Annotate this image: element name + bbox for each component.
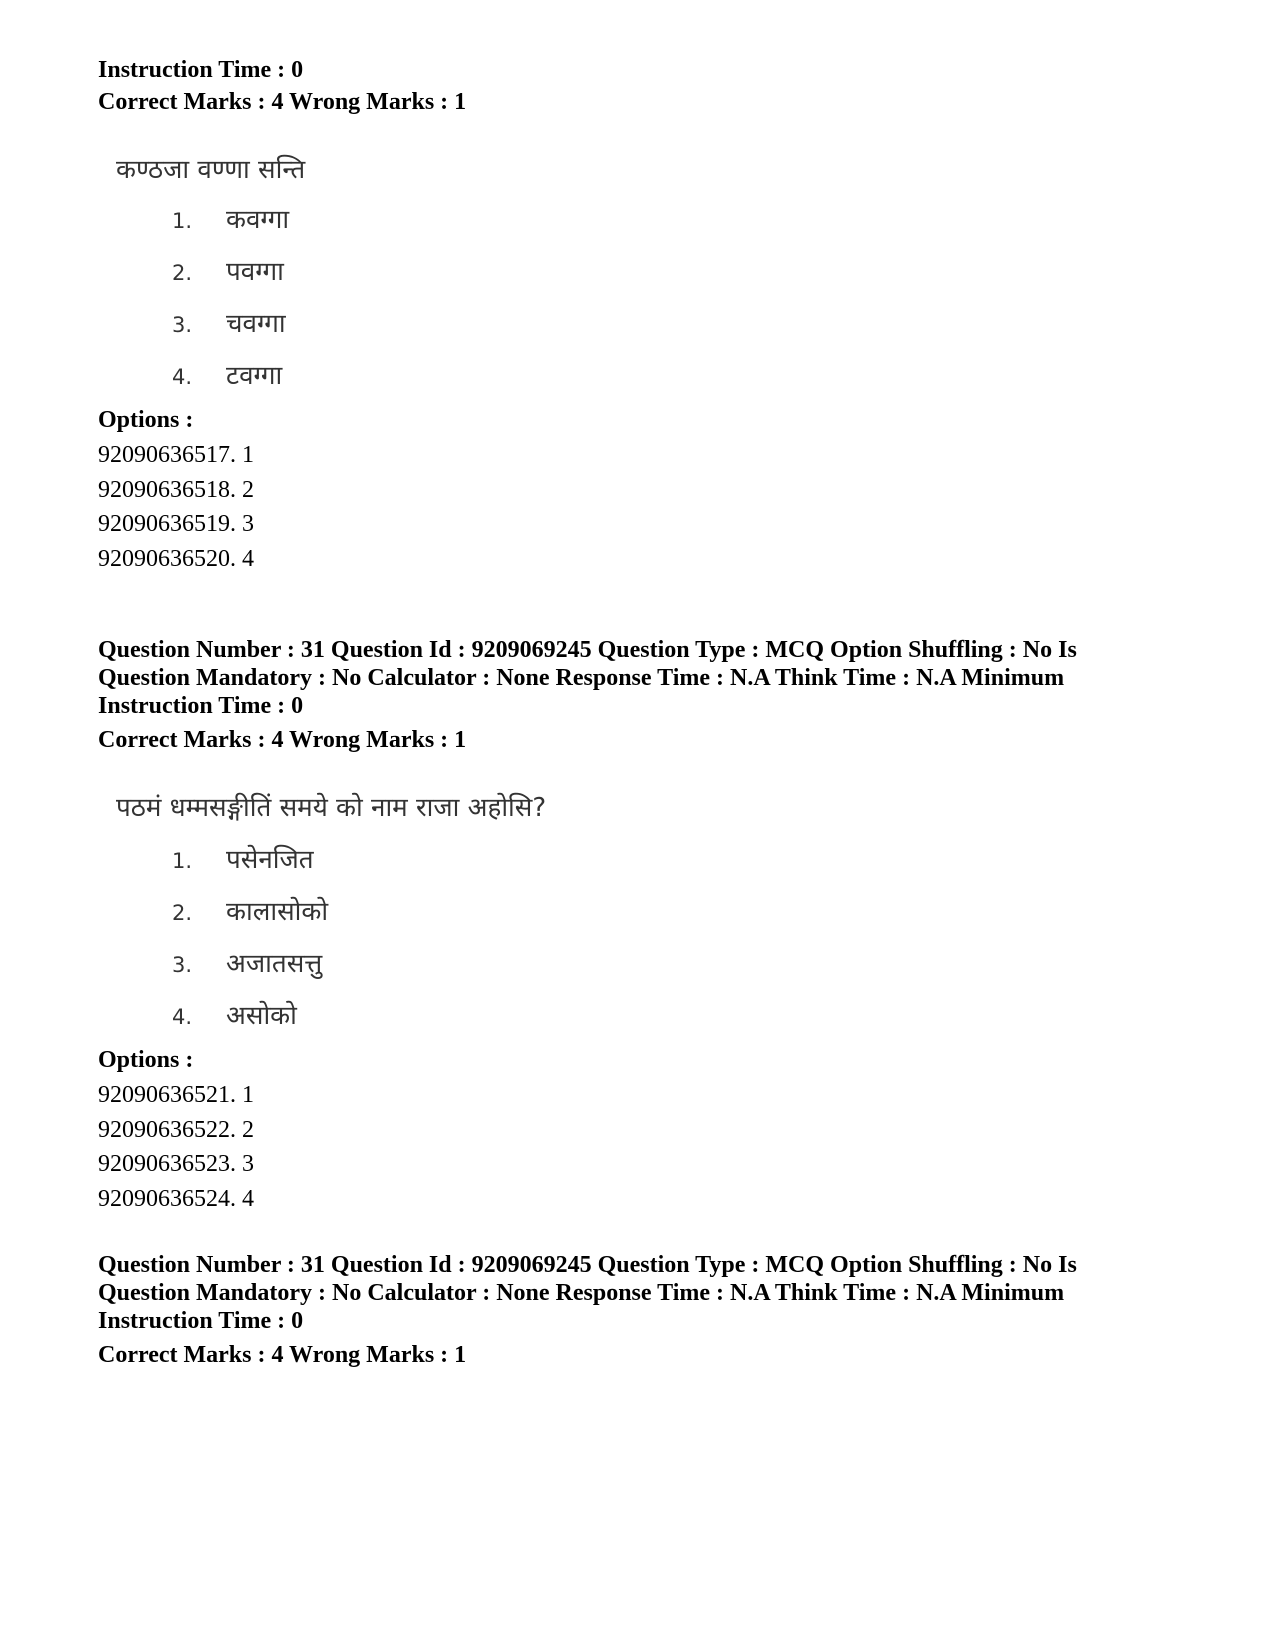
question-meta-line: Question Mandatory : No Calculator : None Response Time : N.A Think Time : N.A Minimum (98, 1280, 1065, 1306)
option-row: 92090636523. 3 (98, 1151, 254, 1177)
options-section (98, 406, 254, 576)
choice-number: 1. (172, 849, 193, 873)
option-row: 92090636519. 3 (98, 511, 254, 537)
choice-item (172, 840, 314, 876)
option-row: 92090636517. 1 (98, 442, 254, 468)
choice-item (172, 892, 328, 928)
choice-number: 2. (172, 261, 193, 285)
question-marks: Correct Marks : 4 Wrong Marks : 1 (98, 89, 467, 115)
question-text: पठमं धम्मसङ्गीतिं समये को नाम राजा अहोसि? (116, 793, 547, 823)
question-meta-line: Question Mandatory : No Calculator : None Response Time : N.A Think Time : N.A Minimum (98, 665, 1065, 691)
choice-text: कवग्गा (226, 205, 290, 235)
question-image (98, 144, 798, 404)
choice-number: 4. (172, 365, 193, 389)
choice-item (172, 252, 284, 288)
choice-number: 2. (172, 901, 193, 925)
choice-text: अजातसत्तु (226, 949, 323, 979)
choice-number: 4. (172, 1005, 193, 1029)
choice-text: असोको (226, 1001, 297, 1031)
option-row: 92090636524. 4 (98, 1185, 254, 1212)
choice-text: पसेनजित (226, 845, 314, 875)
question-meta-line: Instruction Time : 0 (98, 1308, 304, 1334)
question-meta-line: Instruction Time : 0 (98, 57, 304, 83)
choice-text: पवग्गा (226, 257, 284, 287)
option-row: 92090636521. 1 (98, 1082, 254, 1108)
question-marks: Correct Marks : 4 Wrong Marks : 1 (98, 1342, 467, 1368)
choice-text: चवग्गा (226, 309, 286, 339)
option-row: 92090636522. 2 (98, 1116, 254, 1143)
choice-item (172, 356, 282, 392)
choice-item (172, 996, 297, 1032)
question-text: कण्ठजा वण्णा सन्ति (116, 155, 306, 185)
options-section (98, 1046, 254, 1216)
choice-number: 3. (172, 953, 193, 977)
choice-item (172, 200, 289, 236)
question-marks: Correct Marks : 4 Wrong Marks : 1 (98, 727, 467, 753)
question-meta-line: Question Number : 31 Question Id : 9209069245 Question Type : MCQ Option Shuffling : No Is (98, 1252, 1077, 1278)
question-image (98, 782, 798, 1052)
choice-text: कालासोको (226, 897, 329, 927)
choice-number: 3. (172, 313, 193, 337)
choice-item (172, 304, 286, 340)
choice-text: टवग्गा (226, 361, 283, 391)
options-label: Options : (98, 407, 194, 433)
option-row: 92090636520. 4 (98, 545, 254, 572)
choice-number: 1. (172, 209, 193, 233)
question-meta-line: Instruction Time : 0 (98, 693, 304, 719)
choice-item (172, 944, 322, 980)
question-meta-line: Question Number : 31 Question Id : 9209069245 Question Type : MCQ Option Shuffling : No Is (98, 637, 1077, 663)
option-row: 92090636518. 2 (98, 476, 254, 503)
options-label: Options : (98, 1047, 194, 1073)
